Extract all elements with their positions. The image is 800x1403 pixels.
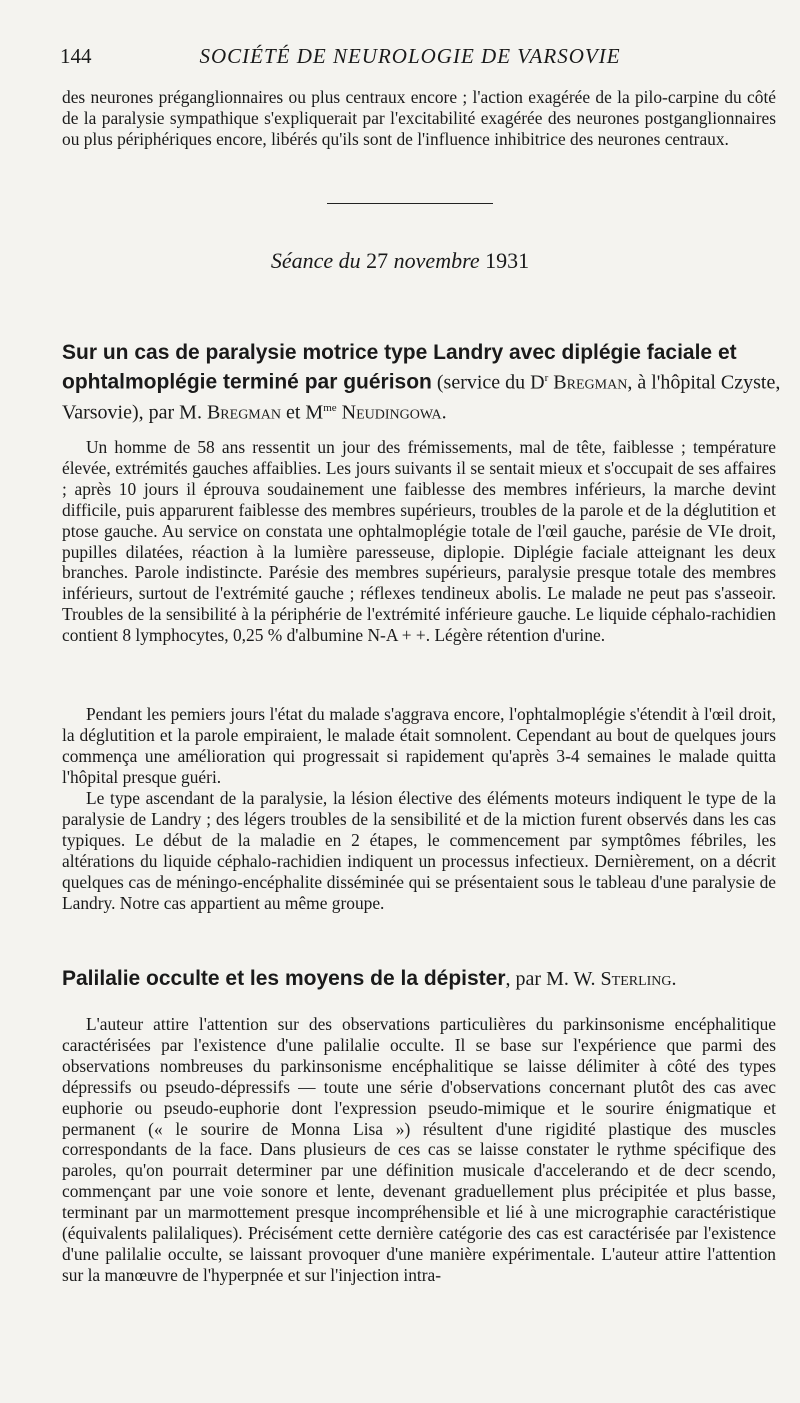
article1-mme-sup: me [323, 401, 337, 414]
session-heading [0, 248, 800, 274]
running-head [60, 44, 760, 74]
article1-title: Sur un cas de paralysie motrice type Landry avec diplégie faciale et ophtalmoplégie terminé par guérison [62, 341, 737, 394]
article1-paragraph-3: Le type ascendant de la paralysie, la lésion élective des éléments moteurs indiquent le type de la paralysie de Landry ; des légers troubles de la sensibilité et de la miction furent observés dans les cas typiques. Le début de la maladie en 2 étapes, le commencement par symptômes fébriles, les altérations du liquide céphalo-rachidien indiquent un processus infectieux. Dernièrement, on a décrit quelques cas de méningo-encéphalite disséminée qui se présentaient sous le tableau d'une paralysie de Landry. Notre cas appartient au même groupe. [62, 788, 776, 913]
session-month: novembre [393, 248, 480, 273]
article2-paragraph-1: L'auteur attire l'attention sur des observations particulières du parkinsonisme encéphalitique caractérisées par l'existence d'une palilalie occulte. Il se base sur l'expérience que parmi des observations nombreuses du parkinsonisme encéphalitique se laisse délimiter à côté des types dépressifs ou pseudo-dépressifs — toute une série d'observations concernant plutôt des cas avec euphorie ou pseudo-euphorie dont l'expression pseudo-mimique et le sourire énigmatique et permanent (« le sourire de Monna Lisa ») résultent d'une rigidité plastique des muscles correspondants de la face. Dans plusieurs de ces cas se laisse constater le rythme spécifique des paroles, qu'on pourrait determiner par une définition musicale d'accelerando et de decr scendo, commençant par une voie sonore et lente, devenant graduellement plus précipitée et plus basse, terminant par un marmottement presque incompréhensible et lié à une micrographie caractéristique (équivalents palilaliques). Précisément cette dernière catégorie des cas est caractérisée par l'existence d'une palilalie occulte, se laissant provoquer d'une manière expérimentale. L'auteur attire l'attention sur la manœuvre de l'hyperpnée et sur l'injection intra- [62, 1014, 776, 1285]
article1-service-prefix: (service du D [436, 371, 545, 394]
session-prefix: Séance du [270, 248, 361, 273]
intro-paragraph: des neurones préganglionnaires ou plus centraux encore ; l'action exagérée de la pilo-carpine du côté de la paralysie sympathique s'expliquerait par l'excitabilité exagérée des neurones postganglionnaires ou plus périphériques encore, libérés qu'ils sont de l'influence inhibitrice des neurones centraux. [62, 87, 776, 149]
article1-author2: Neudingowa [341, 401, 442, 424]
article1-service-sup: r [544, 372, 549, 384]
article2-heading: Palilalie occulte et les moyens de la dépister, par M. W. Sterling. [62, 967, 677, 990]
session-day: 27 [366, 248, 389, 273]
article1-and: et M [285, 401, 324, 424]
article1-service-place: , à l'hôpital Czyste, Varsovie), par M. [62, 371, 781, 424]
article1-author1: Bregman [206, 401, 281, 424]
article2-author: Sterling [600, 968, 672, 990]
article2-title: Palilalie occulte et les moyens de la dépister [62, 967, 506, 990]
article2-byline-prefix: , par M. W. [505, 968, 596, 990]
page-number: 144 [60, 44, 92, 68]
article1-paragraph-2: Pendant les pemiers jours l'état du malade s'aggrava encore, l'ophtalmoplégie s'étendit à l'œil droit, la déglutition et la parole empiraient, le malade était somnolent. Cependant au bout de quelques jours commença une amélioration qui progressait si rapidement qu'après 3-4 semaines le malade quitta l'hôpital presque guéri. [62, 704, 776, 787]
divider-rule [327, 203, 493, 204]
article1-paragraph-1: Un homme de 58 ans ressentit un jour des frémissements, mal de tête, faiblesse ; température élevée, extrémités gauches affaiblies. Les jours suivants il se sentait mieux et s'occupait de ses affaires ; après 10 jours il éprouva soudainement une faiblesse des membres inférieurs, la marche devint difficile, puis apparurent faiblesse des membres supérieurs, troubles de la parole et de la déglutition et ptose gauche. Au service on constata une ophtalmoplégie totale de l'œil gauche, parésie de VIe droit, pupilles dilatées, réaction à la lumière paresseuse, diplopie. Diplégie faciale atteignant les deux branches. Parole indistincte. Parésie des membres supérieurs, paralysie presque totale des membres inférieurs, surtout de l'extrémité gauche ; réflexes tendineux abolis. Le malade ne peut pas s'asseoir. Troubles de la sensibilité à la périphérie de l'extrémité inférieure gauche. Le liquide céphalo-rachidien contient 8 lymphocytes, 0,25 % d'albumine N-A + +. Légère rétention d'urine. [62, 437, 776, 646]
journal-title: SOCIÉTÉ DE NEUROLOGIE DE VARSOVIE [199, 44, 621, 68]
session-year: 1931 [485, 248, 530, 273]
article1-service-name: Bregman [553, 371, 628, 394]
article1-heading: Sur un cas de paralysie motrice type Landry avec diplégie faciale et ophtalmoplégie terminé par guérison (service du $D^r$ Bregman, à l'hôpital Czyste, Varsovie), par M. Bregman et $M^{me}$ Neudingowa. [62, 341, 781, 424]
